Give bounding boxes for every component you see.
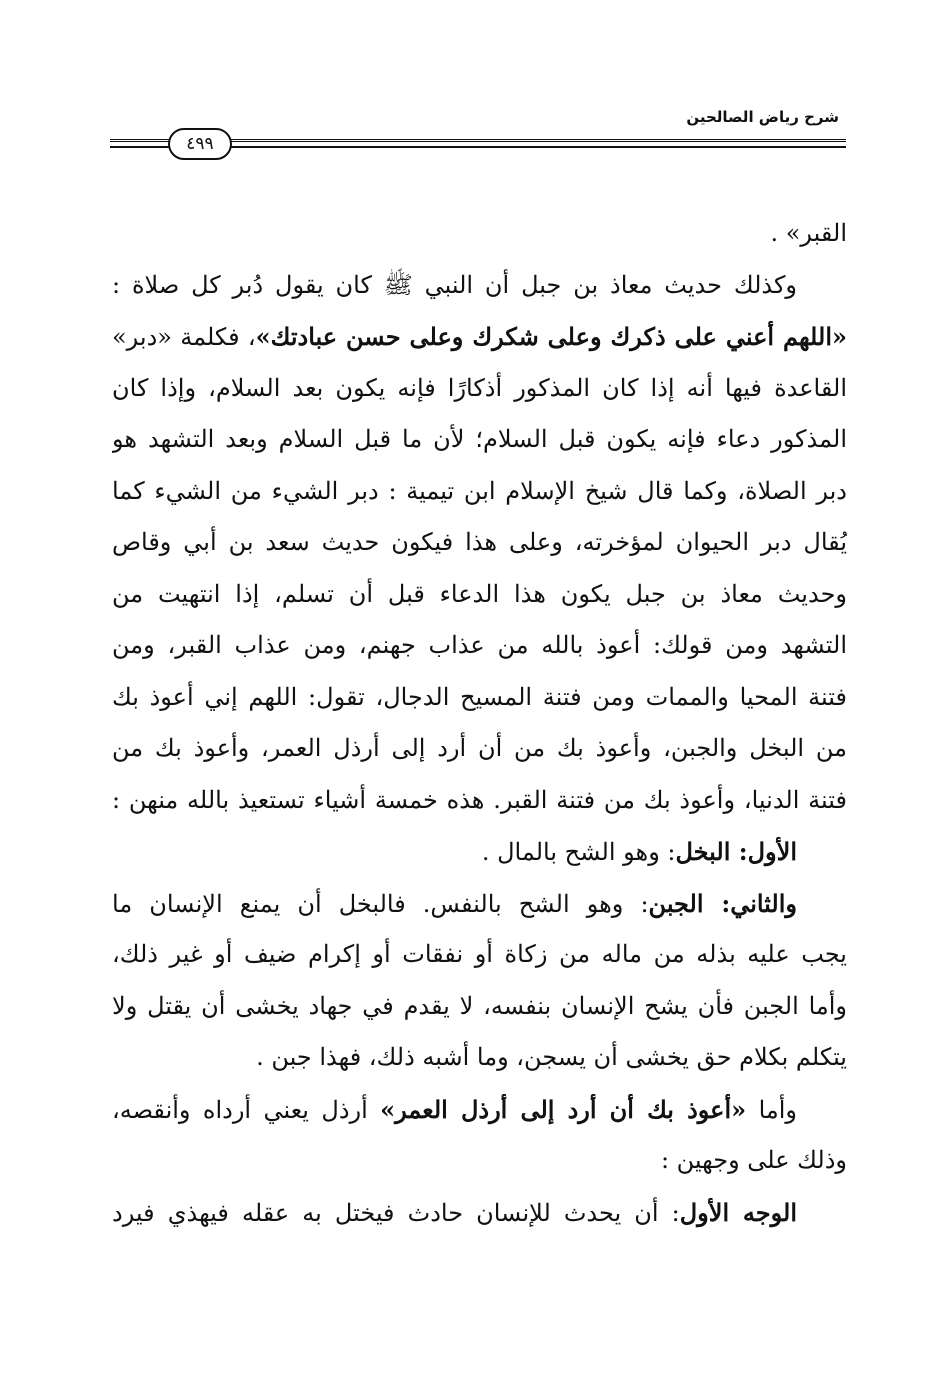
text-line: وذلك على وجهين : (660, 1146, 847, 1174)
page-number: ٤٩٩ (168, 128, 232, 160)
text-line: التشهد ومن قولك: أعوذ بالله من عذاب جهنم، ومن عذاب القبر، ومن (112, 631, 847, 659)
body-text (112, 208, 847, 1238)
text-line: وأما الجبن فأن يشح الإنسان بنفسه، لا يقدم في جهاد يخشى أن يقتل ولا (112, 991, 847, 1020)
text-line: وأما «أعوذ بك أن أرد إلى أرذل العمر» أرذل يعني أرداه وأنقصه، (112, 1094, 797, 1124)
text-line: وكذلك حديث معاذ بن جبل أن النبي ﷺ كان يقول دُبر كل صلاة : (112, 270, 797, 299)
text-line: الأول: البخل: وهو الشح بالمال . (481, 837, 797, 866)
header-rule-right (228, 139, 846, 148)
text-line: القبر» . (770, 219, 847, 247)
hadith-quote: «أعوذ بك أن أرد إلى أرذل العمر» (380, 1094, 747, 1124)
text-line: فتنة الدنيا، وأعوذ بك من فتنة القبر. هذه خمسة أشياء تستعيذ بالله منهن : (112, 785, 847, 814)
text-line: دبر الصلاة، وكما قال شيخ الإسلام ابن تيمية : دبر الشيء من الشيء كما (112, 476, 847, 505)
text-line: «اللهم أعني على ذكرك وعلى شكرك وعلى حسن عبادتك»، فكلمة «دبر» (112, 322, 847, 351)
header-rule-left (110, 139, 170, 148)
hadith-quote: «اللهم أعني على ذكرك وعلى شكرك وعلى حسن عبادتك» (255, 322, 847, 351)
text-line: المذكور دعاء فإنه يكون قبل السلام؛ لأن ما قبل السلام وبعد التشهد هو (112, 425, 847, 453)
heading-second: والثاني: الجبن (648, 888, 797, 918)
text-line: يُقال دبر الحيوان لمؤخرته، وعلى هذا فيكون حديث سعد بن أبي وقاص (112, 528, 847, 556)
text-line: يجب عليه بذله من ماله من زكاة أو نفقات أو إكرام ضيف أو غير ذلك، (112, 940, 847, 968)
text-line: من البخل والجبن، وأعوذ بك من أن أرد إلى أرذل العمر، وأعوذ بك من (112, 734, 847, 762)
text-line: فتنة المحيا والممات ومن فتنة المسيح الدجال، تقول: اللهم إني أعوذ بك (112, 682, 847, 711)
text-line: والثاني: الجبن: وهو الشح بالنفس. فالبخل أن يمنع الإنسان ما (112, 888, 797, 918)
heading-first: الأول: البخل (675, 837, 797, 866)
text-line: يتكلم بكلام حق يخشى أن يسجن، وما أشبه ذلك، فهذا جبن . (256, 1043, 847, 1071)
heading-first-aspect: الوجه الأول (679, 1197, 797, 1227)
text-line: الوجه الأول: أن يحدث للإنسان حادث فيختل به عقله فيهذي فيرد (112, 1197, 797, 1227)
text-line: القاعدة فيها أنه إذا كان المذكور أذكارًا فإنه يكون بعد السلام، وإذا كان (112, 373, 847, 402)
text-line: وحديث معاذ بن جبل يكون هذا الدعاء قبل أن تسلم، إذا انتهيت من (112, 579, 847, 608)
running-title: شرح رياض الصالحين (686, 108, 839, 126)
